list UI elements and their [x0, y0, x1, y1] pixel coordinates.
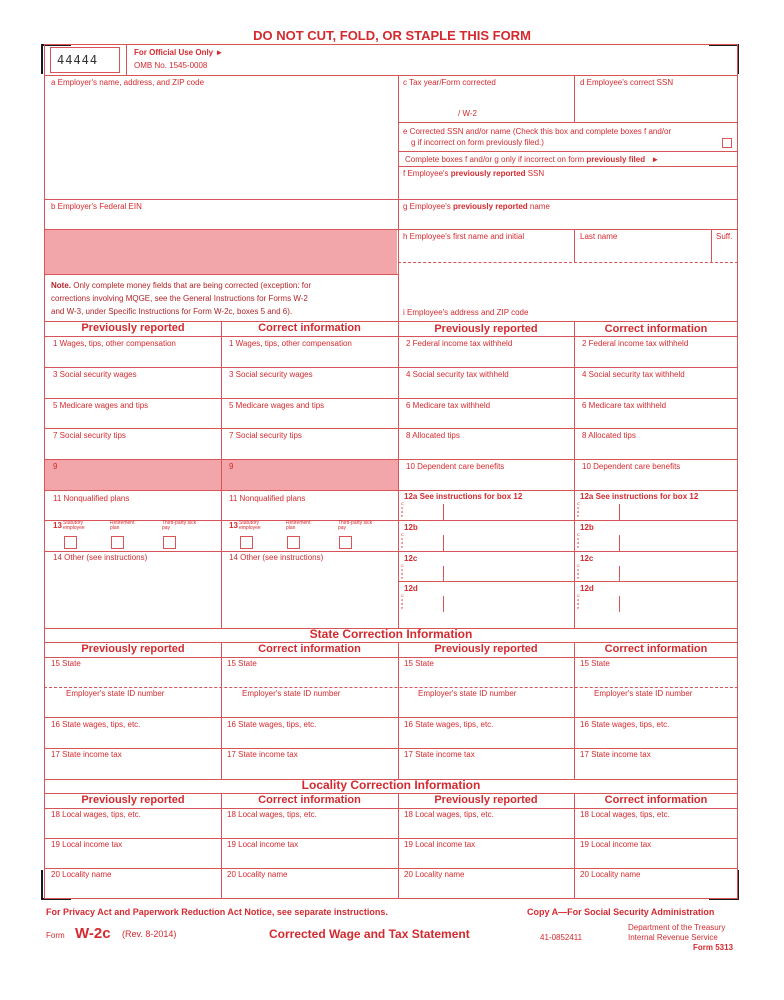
box-12d-prev[interactable]: 12d [404, 584, 418, 593]
loc-col-corr-2: Correct information [604, 794, 708, 806]
form-word: Form [46, 931, 65, 940]
box-13-prev-label: 13 [53, 521, 62, 530]
box-13-prev-retirement: Retirement plan [110, 520, 135, 531]
dept-treasury: Department of the Treasury [628, 923, 726, 932]
box-9-corr: 9 [229, 462, 234, 471]
box-20-prev-2[interactable]: 20 Locality name [404, 870, 465, 879]
box-17-corr-1[interactable]: 17 State income tax [227, 750, 298, 759]
corner-mark-bl [41, 870, 43, 900]
box-13-prev-retirement-checkbox[interactable] [111, 536, 124, 549]
box-7-prev[interactable]: 7 Social security tips [53, 431, 126, 440]
official-use-label: For Official Use Only ► [134, 48, 224, 57]
box-15-prev-2[interactable]: 15 State [404, 659, 434, 668]
box-19-corr-1[interactable]: 19 Local income tax [227, 840, 299, 849]
box-4-corr[interactable]: 4 Social security tax withheld [582, 370, 685, 379]
form-revision: (Rev. 8-2014) [122, 929, 177, 939]
box-a-label: a Employer's name, address, and ZIP code [51, 78, 205, 87]
box-10-corr[interactable]: 10 Dependent care benefits [582, 462, 681, 471]
box-12c-prev-code: C o d e [401, 563, 404, 580]
box-17-prev-2[interactable]: 17 State income tax [404, 750, 475, 759]
box-h-suff-label: Suff. [716, 232, 733, 241]
box-19-prev-1[interactable]: 19 Local income tax [51, 840, 123, 849]
box-12b-prev[interactable]: 12b [404, 523, 418, 532]
locality-section-title: Locality Correction Information [301, 778, 481, 792]
box-14-corr[interactable]: 14 Other (see instructions) [229, 553, 324, 562]
box-13-prev-thirdparty: Third-party sick pay [162, 520, 197, 531]
box-20-corr-1[interactable]: 20 Locality name [227, 870, 288, 879]
state-col-corr-1: Correct information [258, 643, 361, 655]
form-number: Form 5313 [693, 943, 734, 952]
emp-state-id-prev-2[interactable]: Employer's state ID number [418, 689, 517, 698]
copy-a-label: Copy A—For Social Security Administration [527, 907, 715, 917]
box-12d-prev-code: C o d e [401, 593, 404, 610]
box-6-corr[interactable]: 6 Medicare tax withheld [582, 401, 667, 410]
complete-fg-note: Complete boxes f and/or g only if incorrect on form previously filed ► [405, 155, 660, 164]
box-4-prev[interactable]: 4 Social security tax withheld [406, 370, 509, 379]
note-text: Note. Only complete money fields that are being corrected (exception: for corrections involving MQGE, see the General Instructions for Forms W-2 and W-3, under Specific Instructions for Form W-2c, boxes 5 and 6). [51, 281, 312, 316]
box-5-corr[interactable]: 5 Medicare wages and tips [229, 401, 325, 410]
loc-col-prev-2: Previously reported [434, 794, 538, 806]
form-name: W-2c [75, 925, 111, 942]
emp-state-id-corr-2[interactable]: Employer's state ID number [594, 689, 693, 698]
box-16-prev-1[interactable]: 16 State wages, tips, etc. [51, 720, 141, 729]
box-18-prev-2[interactable]: 18 Local wages, tips, etc. [404, 810, 494, 819]
emp-state-id-corr-1[interactable]: Employer's state ID number [242, 689, 341, 698]
box-9-shade-prev [45, 460, 221, 490]
box-11-prev[interactable]: 11 Nonqualified plans [53, 494, 130, 503]
box-i-label: i Employee's address and ZIP code [403, 308, 529, 317]
omb-number: OMB No. 1545-0008 [134, 61, 208, 70]
box-13-corr-label: 13 [229, 521, 238, 530]
box-12c-corr-code: C o d e [577, 563, 580, 580]
box-15-corr-1[interactable]: 15 State [227, 659, 257, 668]
box-18-corr-1[interactable]: 18 Local wages, tips, etc. [227, 810, 317, 819]
box-13-corr-thirdparty-checkbox[interactable] [339, 536, 352, 549]
box-15-prev-1[interactable]: 15 State [51, 659, 81, 668]
loc-col-corr-1: Correct information [258, 794, 361, 806]
box-13-corr-retirement-checkbox[interactable] [287, 536, 300, 549]
box-15-corr-2[interactable]: 15 State [580, 659, 610, 668]
box-17-prev-1[interactable]: 17 State income tax [51, 750, 122, 759]
box-9-prev: 9 [53, 462, 58, 471]
col-header-corr-1: Correct information [258, 322, 361, 334]
box-12c-prev[interactable]: 12c [404, 554, 418, 563]
box-2-prev[interactable]: 2 Federal income tax withheld [406, 339, 513, 348]
box-20-corr-2[interactable]: 20 Locality name [580, 870, 641, 879]
box-5-prev[interactable]: 5 Medicare wages and tips [53, 401, 149, 410]
box-12c-corr[interactable]: 12c [580, 554, 594, 563]
box-g-label: g Employee's previously reported name [403, 202, 550, 211]
box-d-label: d Employee's correct SSN [580, 78, 674, 87]
box-12b-corr[interactable]: 12b [580, 523, 594, 532]
shaded-area-top [45, 230, 397, 274]
box-8-prev[interactable]: 8 Allocated tips [406, 431, 460, 440]
box-12a-corr[interactable]: 12a See instructions for box 12 [580, 492, 699, 501]
box-13-corr-statutory-checkbox[interactable] [240, 536, 253, 549]
box-7-corr[interactable]: 7 Social security tips [229, 431, 302, 440]
box-11-corr[interactable]: 11 Nonqualified plans [229, 494, 306, 503]
col-header-corr-2: Correct information [604, 323, 708, 335]
box-8-corr[interactable]: 8 Allocated tips [582, 431, 636, 440]
control-number: 44444 [57, 53, 99, 67]
col-header-prev-2: Previously reported [434, 323, 538, 335]
box-3-prev[interactable]: 3 Social security wages [53, 370, 137, 379]
box-12b-corr-code: C o d e [577, 532, 580, 549]
box-17-corr-2[interactable]: 17 State income tax [580, 750, 651, 759]
box-16-corr-1[interactable]: 16 State wages, tips, etc. [227, 720, 317, 729]
loc-col-prev-1: Previously reported [81, 794, 185, 806]
box-3-corr[interactable]: 3 Social security wages [229, 370, 313, 379]
box-9-shade-corr [222, 460, 398, 490]
corner-mark-tl [41, 44, 43, 74]
box-19-prev-2[interactable]: 19 Local income tax [404, 840, 476, 849]
box-16-corr-2[interactable]: 16 State wages, tips, etc. [580, 720, 670, 729]
box-12a-prev-code: C o d e [401, 501, 404, 518]
state-col-prev-1: Previously reported [81, 643, 185, 655]
box-13-corr-statutory: Statutory employee [239, 520, 261, 531]
box-c-label: c Tax year/Form corrected [403, 78, 496, 87]
box-6-prev[interactable]: 6 Medicare tax withheld [406, 401, 491, 410]
box-13-prev-statutory: Statutory employee [63, 520, 85, 531]
box-1-corr[interactable]: 1 Wages, tips, other compensation [229, 339, 352, 348]
state-section-title: State Correction Information [309, 627, 473, 641]
top-warning: DO NOT CUT, FOLD, OR STAPLE THIS FORM [253, 28, 531, 43]
box-a-field[interactable] [46, 90, 396, 196]
emp-state-id-prev-1[interactable]: Employer's state ID number [66, 689, 165, 698]
box-18-prev-1[interactable]: 18 Local wages, tips, etc. [51, 810, 141, 819]
col-header-prev-1: Previously reported [81, 322, 185, 334]
box-16-prev-2[interactable]: 16 State wages, tips, etc. [404, 720, 494, 729]
box-20-prev-1[interactable]: 20 Locality name [51, 870, 112, 879]
catalog-number: 41-0852411 [540, 933, 583, 942]
box-e-checkbox[interactable] [722, 138, 732, 148]
box-14-prev[interactable]: 14 Other (see instructions) [53, 553, 148, 562]
state-col-corr-2: Correct information [604, 643, 708, 655]
box-h-last-label: Last name [580, 232, 618, 241]
box-h-label: h Employee's first name and initial [403, 232, 525, 241]
box-2-corr[interactable]: 2 Federal income tax withheld [582, 339, 689, 348]
box-c-form: / W-2 [458, 109, 477, 118]
box-13-corr-thirdparty: Third-party sick pay [338, 520, 373, 531]
box-13-prev-thirdparty-checkbox[interactable] [163, 536, 176, 549]
box-12b-prev-code: C o d e [401, 532, 404, 549]
state-col-prev-2: Previously reported [434, 643, 538, 655]
box-13-corr-retirement: Retirement plan [286, 520, 311, 531]
box-19-corr-2[interactable]: 19 Local income tax [580, 840, 652, 849]
box-1-prev[interactable]: 1 Wages, tips, other compensation [53, 339, 176, 348]
box-18-corr-2[interactable]: 18 Local wages, tips, etc. [580, 810, 670, 819]
box-13-prev-statutory-checkbox[interactable] [64, 536, 77, 549]
privacy-notice: For Privacy Act and Paperwork Reduction Act Notice, see separate instructions. [46, 907, 388, 917]
box-12d-corr[interactable]: 12d [580, 584, 594, 593]
irs-name: Internal Revenue Service [628, 933, 718, 942]
box-12d-corr-code: C o d e [577, 593, 580, 610]
statement-title: Corrected Wage and Tax Statement [269, 927, 470, 941]
box-12a-prev[interactable]: 12a See instructions for box 12 [404, 492, 523, 501]
box-e-label: e Corrected SSN and/or name (Check this box and complete boxes f and/or g if incorrect on form previously filed.) [403, 127, 672, 147]
box-b-label: b Employer's Federal EIN [51, 202, 142, 211]
box-f-label: f Employee's previously reported SSN [403, 169, 545, 178]
box-12a-corr-code: C o d e [577, 501, 580, 518]
box-10-prev[interactable]: 10 Dependent care benefits [406, 462, 505, 471]
